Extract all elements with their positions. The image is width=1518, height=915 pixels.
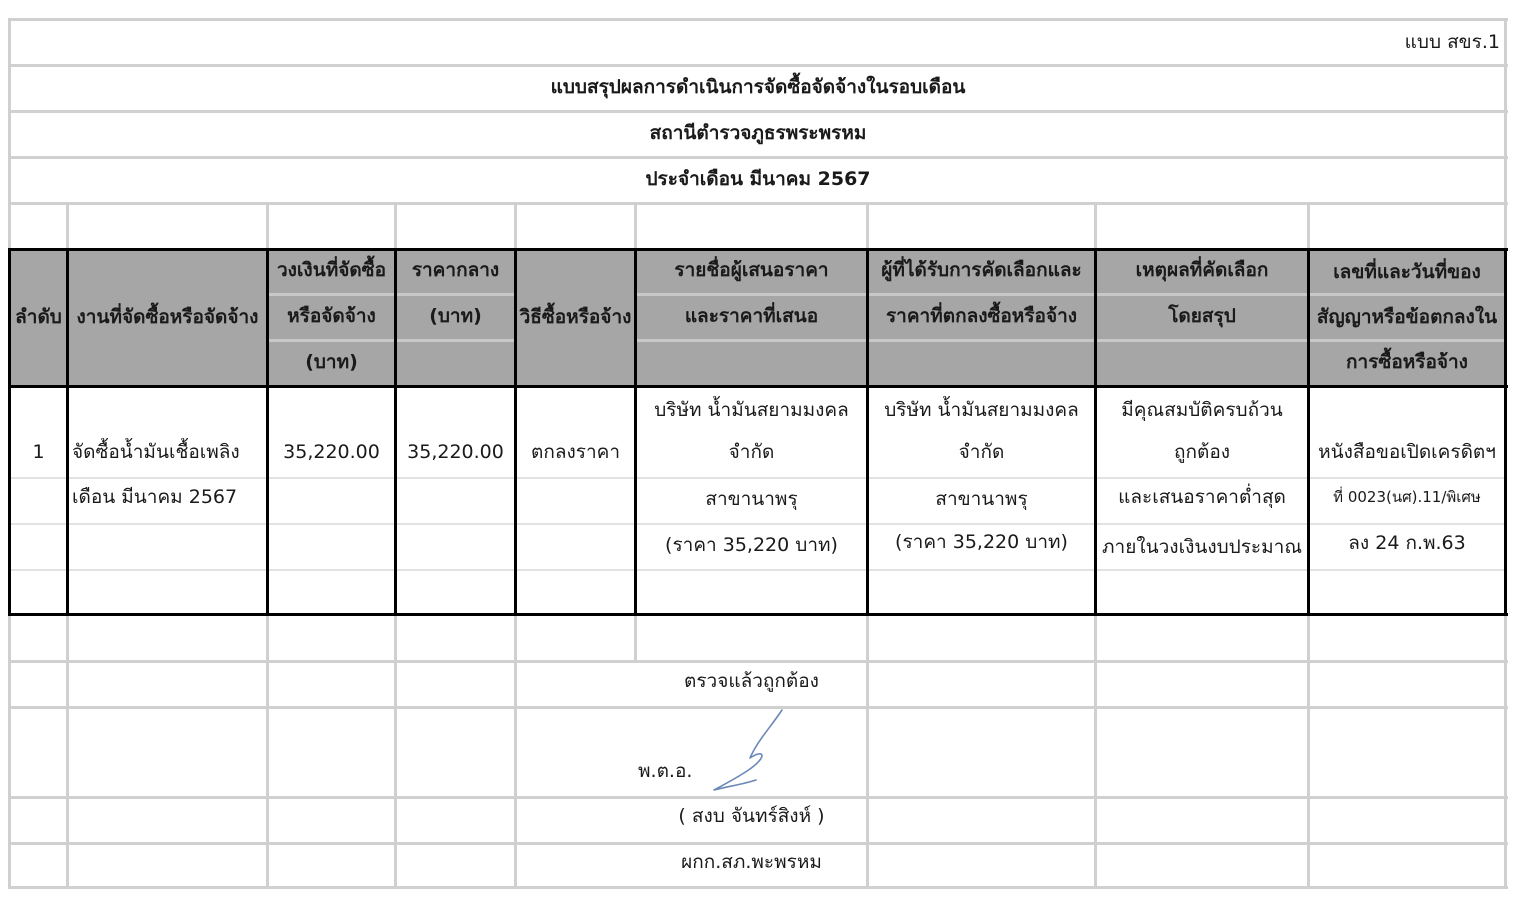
row-contract-line2: ที่ 0023(นศ).11/พิเศษ — [1333, 488, 1481, 506]
header-budget-line1: วงเงินที่จัดซื้อ — [276, 259, 386, 281]
header-reason-line1: เหตุผลที่คัดเลือก — [1135, 259, 1269, 281]
row-method: ตกลงราคา — [530, 441, 621, 463]
row-reason-line2: ถูกต้อง — [1173, 441, 1231, 463]
row-reason-line4: ภายในวงเงินงบประมาณ — [1102, 536, 1302, 558]
station-name: สถานีตำรวจภูธรพระพรหม — [649, 122, 867, 144]
header-budget-line2: หรือจัดจ้าง — [287, 305, 376, 327]
report-title: แบบสรุปผลการดำเนินการจัดซื้อจัดจ้างในรอบเดือน — [550, 76, 966, 98]
header-contract-line1: เลขที่และวันที่ของ — [1333, 261, 1481, 283]
form-code: แบบ สขร.1 — [1404, 31, 1500, 53]
header-selected-line2: ราคาที่ตกลงซื้อหรือจ้าง — [885, 305, 1078, 327]
row-no: 1 — [32, 441, 45, 463]
header-median-line2: (บาท) — [429, 305, 482, 327]
row-work-line1: จัดซื้อน้ำมันเชื้อเพลิง — [72, 441, 240, 463]
row-selected-line3: สาขานาพรุ — [935, 488, 1028, 510]
header-contract-line2: สัญญาหรือข้อตกลงใน — [1316, 306, 1498, 328]
row-selected-line1: บริษัท น้ำมันสยามมงคล — [884, 399, 1079, 421]
row-selected-price: (ราคา 35,220 บาท) — [895, 531, 1068, 553]
verified-label: ตรวจแล้วถูกต้อง — [684, 670, 819, 692]
header-budget-line3: (บาท) — [305, 351, 358, 373]
row-bidder-line1: บริษัท น้ำมันสยามมงคล — [654, 399, 849, 421]
header-bidders-line1: รายชื่อผู้เสนอราคา — [674, 259, 829, 281]
row-budget: 35,220.00 — [283, 441, 380, 463]
row-reason-line3: และเสนอราคาต่ำสุด — [1118, 486, 1286, 508]
row-selected-line2: จำกัด — [958, 441, 1005, 463]
row-bidder-line2: จำกัด — [728, 441, 775, 463]
header-reason-line2: โดยสรุป — [1168, 305, 1236, 327]
row-work-line2: เดือน มีนาคม 2567 — [72, 486, 238, 508]
header-bidders-line2: และราคาที่เสนอ — [684, 305, 819, 327]
header-median-line1: ราคากลาง — [411, 259, 500, 281]
header-no: ลำดับ — [15, 306, 62, 328]
header-contract-line3: การซื้อหรือจ้าง — [1346, 351, 1468, 373]
signer-name: ( สงบ จันทร์สิงห์ ) — [678, 805, 825, 827]
row-bidder-line3: สาขานาพรุ — [705, 488, 798, 510]
header-method: วิธีซื้อหรือจ้าง — [519, 306, 632, 328]
row-contract-line1: หนังสือขอเปิดเครดิตฯ — [1318, 441, 1496, 463]
row-median: 35,220.00 — [407, 441, 504, 463]
row-reason-line1: มีคุณสมบัติครบถ้วน — [1121, 399, 1283, 421]
row-bidder-price: (ราคา 35,220 บาท) — [665, 534, 838, 556]
header-work: งานที่จัดซื้อหรือจัดจ้าง — [76, 306, 259, 328]
signer-rank: พ.ต.อ. — [638, 760, 693, 782]
report-month: ประจำเดือน มีนาคม 2567 — [645, 168, 871, 190]
handwritten-signature — [700, 706, 800, 798]
header-selected-line1: ผู้ที่ได้รับการคัดเลือกและ — [881, 259, 1082, 281]
row-contract-line3: ลง 24 ก.พ.63 — [1348, 532, 1466, 554]
signer-position: ผกก.สภ.พะพรหม — [681, 851, 822, 873]
